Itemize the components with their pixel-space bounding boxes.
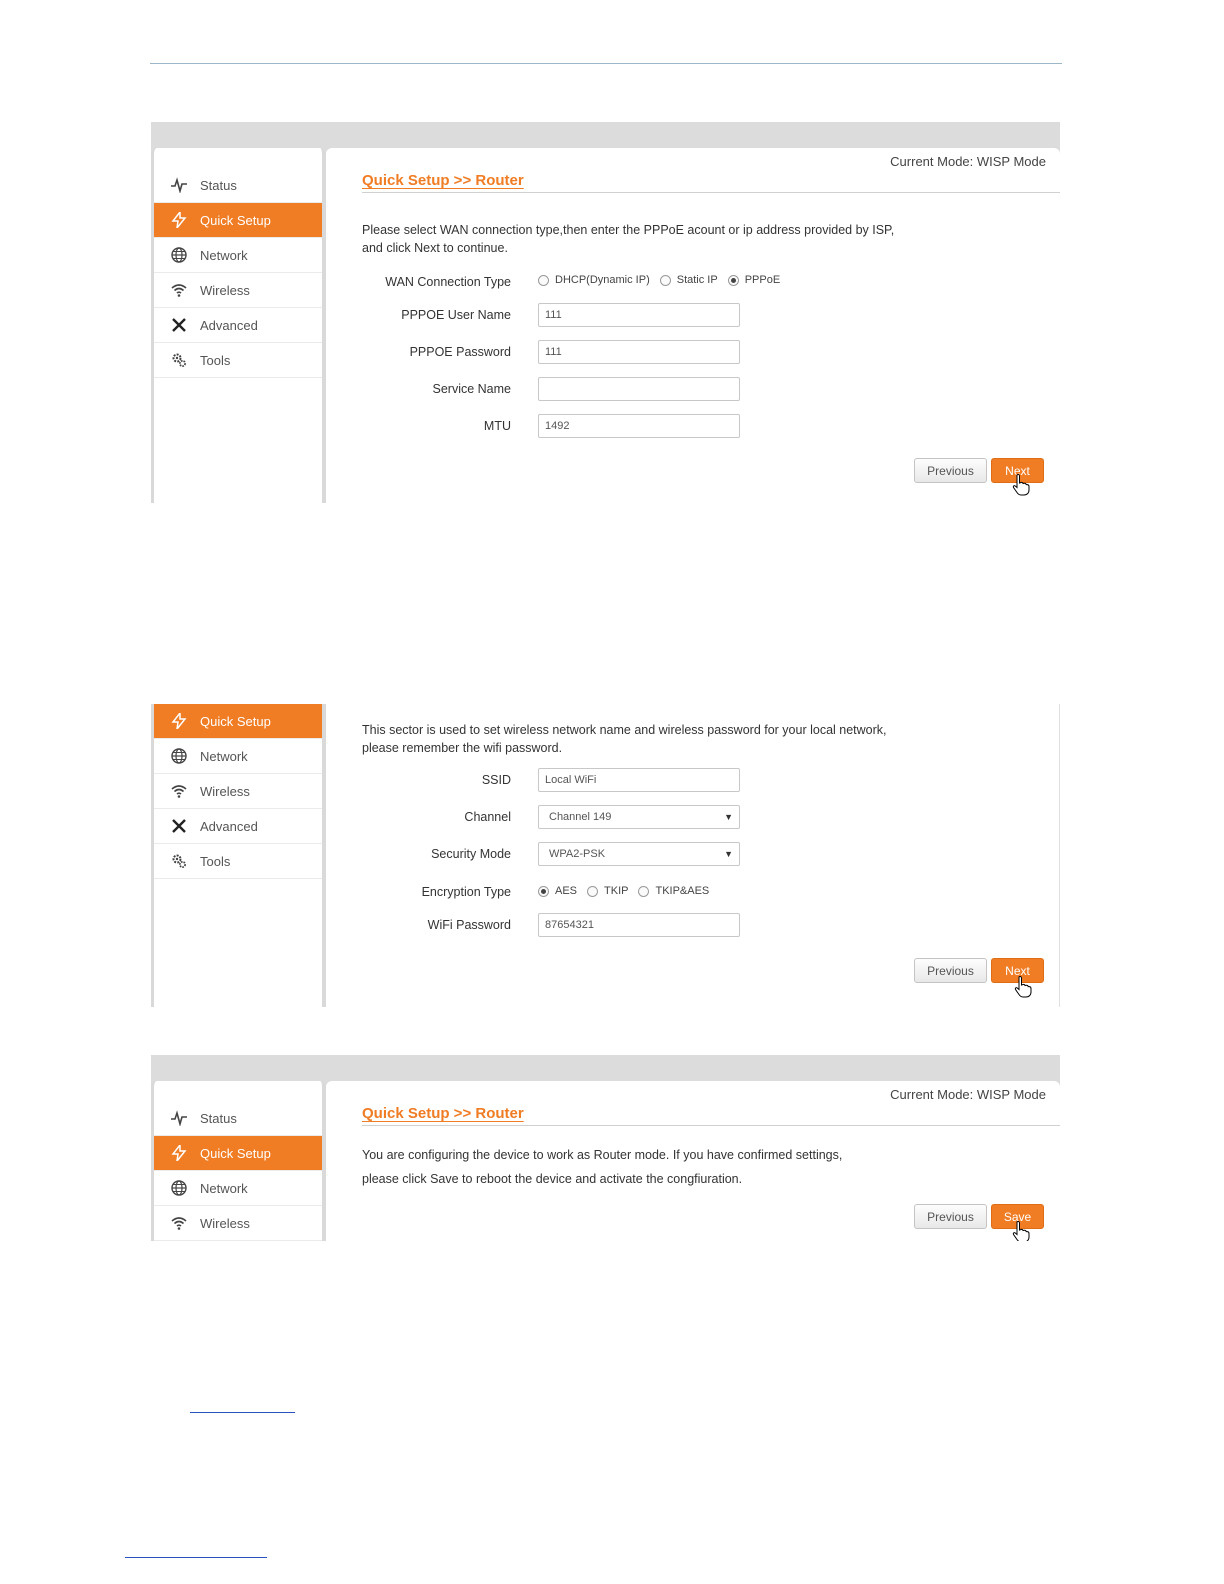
sidebar-item-quick-setup[interactable]: [154, 1136, 322, 1171]
radio-static-ip[interactable]: [660, 274, 718, 286]
radio-tkip[interactable]: [587, 885, 628, 897]
wifi-password-input[interactable]: 87654321: [538, 913, 740, 937]
instructions: [362, 1143, 962, 1191]
encryption-type-label: Encryption Type: [421, 885, 511, 899]
pppoe-password-input[interactable]: 111: [538, 340, 740, 364]
gears-icon: [170, 351, 188, 369]
hand-pointer-icon: [1014, 976, 1032, 998]
mtu-label: MTU: [483, 419, 511, 433]
instructions: [362, 221, 962, 257]
status-pulse-icon: [170, 1109, 188, 1127]
breadcrumb-divider: [362, 1125, 1060, 1126]
sidebar-item-network[interactable]: [154, 739, 322, 774]
sidebar-item-quick-setup[interactable]: [154, 203, 322, 238]
tools-cross-icon: [170, 316, 188, 334]
sidebar-item-label: Status: [200, 177, 237, 193]
sidebar-item-tools[interactable]: [154, 343, 322, 378]
pppoe-user-input[interactable]: 111: [538, 303, 740, 327]
wan-type-radio-group: [538, 274, 790, 286]
sidebar-item-label: Advanced: [200, 317, 258, 333]
sidebar: [151, 1081, 326, 1241]
radio-circle[interactable]: [538, 275, 549, 286]
next-button[interactable]: Next: [991, 958, 1044, 983]
ssid-row: [326, 768, 786, 794]
main-panel: [326, 148, 1060, 503]
pppoe-user-row: [326, 303, 786, 329]
wan-type-label: WAN Connection Type: [385, 275, 511, 289]
sidebar-item-network[interactable]: [154, 1171, 322, 1206]
service-name-input[interactable]: [538, 377, 740, 401]
tools-cross-icon: [170, 817, 188, 835]
pppoe-password-label: PPPOE Password: [409, 345, 511, 359]
wan-type-row: [326, 270, 786, 296]
security-mode-row: [326, 842, 786, 868]
sidebar-item-label: Network: [200, 1180, 248, 1196]
current-mode-label: Current Mode: WISP Mode: [890, 154, 1046, 169]
wifi-password-label: WiFi Password: [427, 918, 511, 932]
main-panel: [326, 704, 1060, 1007]
service-name-row: [326, 377, 786, 403]
sidebar-item-label: Quick Setup: [200, 713, 271, 729]
channel-select[interactable]: [538, 805, 740, 829]
security-mode-select[interactable]: [538, 842, 740, 866]
breadcrumb[interactable]: Quick Setup >> Router: [362, 1105, 524, 1122]
sidebar-item-status[interactable]: [154, 1101, 322, 1136]
sidebar-item-label: Network: [200, 247, 248, 263]
radio-circle[interactable]: [638, 886, 649, 897]
sidebar-item-label: Network: [200, 748, 248, 764]
mtu-input[interactable]: 1492: [538, 414, 740, 438]
ssid-input[interactable]: Local WiFi: [538, 768, 740, 792]
globe-icon: [170, 246, 188, 264]
chevron-down-icon: ▼: [724, 812, 733, 822]
sidebar-item-label: Wireless: [200, 282, 250, 298]
screenshot-confirm-save: [151, 1055, 1060, 1241]
radio-circle[interactable]: [587, 886, 598, 897]
instructions-line: Please select WAN connection type,then enter the PPPoE acount or ip address provided by ISP,: [362, 223, 895, 237]
hyperlink-underline[interactable]: [190, 1412, 295, 1413]
radio-label: DHCP(Dynamic IP): [555, 274, 650, 286]
sidebar-item-status[interactable]: [154, 168, 322, 203]
sidebar-item-label: Advanced: [200, 818, 258, 834]
wifi-password-row: [326, 913, 786, 939]
instructions-line: and click Next to continue.: [362, 241, 508, 255]
chevron-down-icon: ▼: [724, 849, 733, 859]
instructions-line: please remember the wifi password.: [362, 741, 563, 755]
sidebar-item-wireless[interactable]: [154, 273, 322, 308]
sidebar-item-label: Quick Setup: [200, 212, 271, 228]
current-mode-label: Current Mode: WISP Mode: [890, 1087, 1046, 1102]
sidebar-item-label: Wireless: [200, 1215, 250, 1231]
gears-icon: [170, 852, 188, 870]
security-mode-label: Security Mode: [431, 847, 511, 861]
wifi-icon: [170, 782, 188, 800]
save-button[interactable]: Save: [991, 1204, 1044, 1229]
instructions-line: please click Save to reboot the device and activate the congfiuration.: [362, 1172, 743, 1186]
lightning-icon: [170, 1144, 188, 1162]
globe-icon: [170, 1179, 188, 1197]
breadcrumb-divider: [362, 192, 1060, 193]
instructions: [362, 721, 962, 757]
screenshot-wan-setup: [151, 122, 1060, 503]
channel-selected-value: Channel 149: [549, 811, 612, 823]
radio-pppoe[interactable]: [728, 274, 780, 286]
radio-label: Static IP: [676, 274, 718, 286]
radio-label: TKIP&AES: [655, 885, 710, 897]
hand-pointer-icon: [1012, 474, 1030, 496]
sidebar-item-network[interactable]: [154, 238, 322, 273]
encryption-radio-group: [538, 885, 719, 897]
radio-aes[interactable]: [538, 885, 577, 897]
security-selected-value: WPA2-PSK: [549, 848, 606, 860]
next-button[interactable]: Next: [991, 458, 1044, 483]
sidebar-item-advanced[interactable]: [154, 308, 322, 343]
ssid-label: SSID: [481, 773, 511, 787]
previous-button[interactable]: Previous: [914, 958, 987, 983]
sidebar-item-tools[interactable]: [154, 844, 322, 879]
radio-circle-selected[interactable]: [728, 275, 739, 286]
pppoe-user-label: PPPOE User Name: [401, 308, 511, 322]
hand-pointer-icon: [1012, 1221, 1030, 1241]
previous-button[interactable]: Previous: [914, 1204, 987, 1229]
radio-label: TKIP: [604, 885, 629, 897]
sidebar: [151, 704, 326, 1007]
sidebar-item-wireless[interactable]: [154, 774, 322, 809]
lightning-icon: [170, 712, 188, 730]
sidebar-item-advanced[interactable]: [154, 809, 322, 844]
radio-label: PPPoE: [744, 274, 781, 286]
main-panel: [326, 1081, 1060, 1241]
sidebar-item-quick-setup[interactable]: [154, 704, 322, 739]
radio-dhcp[interactable]: [538, 274, 650, 286]
encryption-type-row: [326, 880, 786, 906]
radio-label: AES: [555, 885, 578, 897]
wifi-icon: [170, 281, 188, 299]
instructions-line: This sector is used to set wireless network name and wireless password for your local network,: [362, 723, 887, 737]
previous-button[interactable]: Previous: [914, 458, 987, 483]
status-pulse-icon: [170, 176, 188, 194]
mtu-row: [326, 414, 786, 440]
service-name-label: Service Name: [432, 382, 511, 396]
sidebar-item-label: Status: [200, 1110, 237, 1126]
sidebar-item-label: Tools: [200, 853, 231, 869]
hyperlink-underline[interactable]: [125, 1557, 267, 1558]
sidebar-item-label: Tools: [200, 352, 231, 368]
pppoe-password-row: [326, 340, 786, 366]
globe-icon: [170, 747, 188, 765]
radio-tkip-aes[interactable]: [638, 885, 709, 897]
screenshot-wireless-setup: [151, 704, 1060, 1007]
radio-circle[interactable]: [660, 275, 671, 286]
sidebar-item-label: Wireless: [200, 783, 250, 799]
instructions-line: You are configuring the device to work as Router mode. If you have confirmed settings,: [362, 1148, 843, 1162]
lightning-icon: [170, 211, 188, 229]
sidebar: [151, 148, 326, 503]
sidebar-item-wireless[interactable]: [154, 1206, 322, 1241]
breadcrumb[interactable]: Quick Setup >> Router: [362, 172, 524, 189]
wifi-icon: [170, 1214, 188, 1232]
sidebar-item-label: Quick Setup: [200, 1145, 271, 1161]
radio-circle-selected[interactable]: [538, 886, 549, 897]
channel-label: Channel: [464, 810, 511, 824]
page-header-rule: [150, 63, 1062, 64]
channel-row: [326, 805, 786, 831]
